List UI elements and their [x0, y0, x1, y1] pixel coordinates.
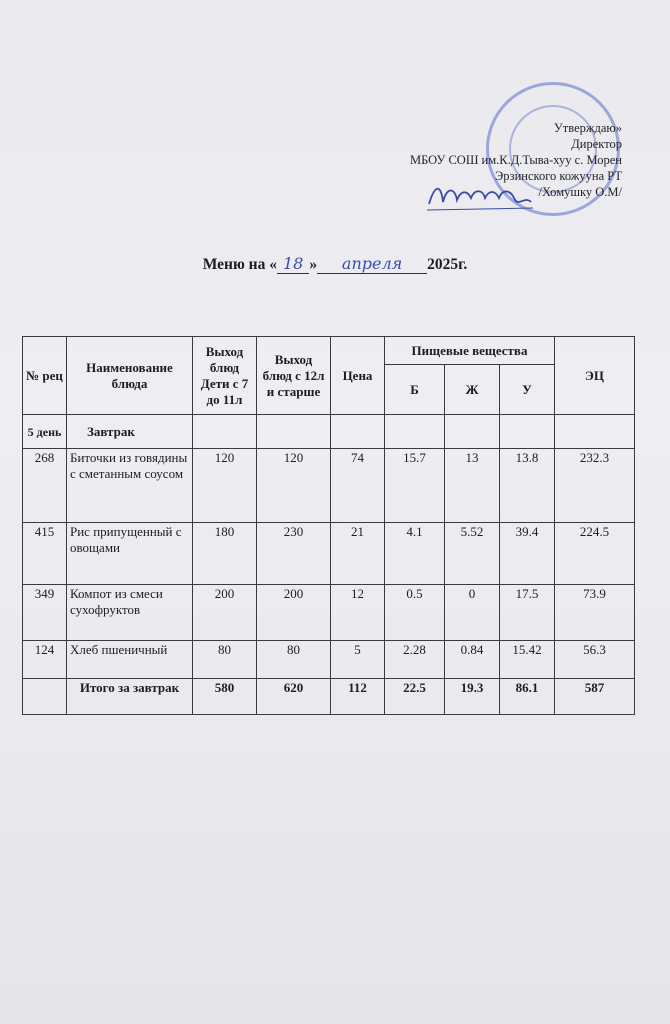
header-zh: Ж [445, 365, 500, 415]
row-num: 349 [23, 585, 67, 641]
title-mid: » [309, 256, 318, 273]
total-price: 112 [331, 679, 385, 715]
row-b: 0.5 [385, 585, 445, 641]
total-out2: 620 [257, 679, 331, 715]
header-nutrients: Пищевые вещества [385, 337, 555, 365]
row-b: 2.28 [385, 641, 445, 679]
row-b: 15.7 [385, 449, 445, 523]
row-num: 124 [23, 641, 67, 679]
row-name: Рис припущенный с овощами [67, 523, 193, 585]
header-out1: Выход блюд Дети с 7 до 11л [193, 337, 257, 415]
row-zh: 13 [445, 449, 500, 523]
header-b: Б [385, 365, 445, 415]
row-out2: 120 [257, 449, 331, 523]
row-u: 13.8 [500, 449, 555, 523]
approval-line-1: Утверждаю» [553, 121, 622, 135]
row-num: 268 [23, 449, 67, 523]
row-out1: 80 [193, 641, 257, 679]
row-ec: 232.3 [555, 449, 635, 523]
table-row [23, 449, 635, 523]
header-u: У [500, 365, 555, 415]
row-name: Хлеб пшеничный [67, 641, 193, 679]
row-out2: 200 [257, 585, 331, 641]
header-name: Наименование блюда [67, 337, 193, 415]
row-ec: 73.9 [555, 585, 635, 641]
row-out1: 120 [193, 449, 257, 523]
header-price: Цена [331, 337, 385, 415]
total-ec: 587 [555, 679, 635, 715]
total-out1: 580 [193, 679, 257, 715]
total-u: 86.1 [500, 679, 555, 715]
header-out2: Выход блюд с 12л и старше [257, 337, 331, 415]
row-u: 17.5 [500, 585, 555, 641]
table-row [23, 641, 635, 679]
total-b: 22.5 [385, 679, 445, 715]
section-day: 5 день [23, 415, 67, 449]
table-row [23, 523, 635, 585]
total-label: Итого за завтрак [67, 679, 193, 715]
row-price: 5 [331, 641, 385, 679]
row-zh: 0 [445, 585, 500, 641]
row-ec: 56.3 [555, 641, 635, 679]
approval-line-3: МБОУ СОШ им.К.Д.Тыва-хуу с. Морен [409, 153, 622, 167]
menu-title [0, 254, 670, 274]
header-ec: ЭЦ [555, 337, 635, 415]
row-out2: 80 [257, 641, 331, 679]
title-day: 18 [277, 254, 309, 274]
row-b: 4.1 [385, 523, 445, 585]
row-num: 415 [23, 523, 67, 585]
row-zh: 0.84 [445, 641, 500, 679]
total-row [23, 679, 635, 715]
section-row [23, 415, 635, 449]
row-price: 21 [331, 523, 385, 585]
title-prefix: Меню на « [202, 256, 277, 273]
title-suffix: 2025г. [427, 256, 468, 273]
row-out1: 200 [193, 585, 257, 641]
table-row [23, 585, 635, 641]
row-u: 39.4 [500, 523, 555, 585]
row-price: 74 [331, 449, 385, 523]
header-num: № рец [23, 337, 67, 415]
approval-line-2: Директор [571, 137, 622, 151]
menu-table [22, 336, 635, 715]
title-month: апреля [317, 254, 427, 274]
approval-line-5: /Хомушку О.М/ [538, 185, 622, 199]
row-name: Компот из смеси сухофруктов [67, 585, 193, 641]
row-out1: 180 [193, 523, 257, 585]
row-u: 15.42 [500, 641, 555, 679]
row-ec: 224.5 [555, 523, 635, 585]
row-out2: 230 [257, 523, 331, 585]
row-name: Биточки из говядины с сметанным соусом [67, 449, 193, 523]
row-price: 12 [331, 585, 385, 641]
approval-line-4: Эрзинского кожууна РТ [494, 169, 622, 183]
director-signature [425, 176, 535, 216]
total-zh: 19.3 [445, 679, 500, 715]
section-meal: Завтрак [67, 415, 193, 449]
row-zh: 5.52 [445, 523, 500, 585]
